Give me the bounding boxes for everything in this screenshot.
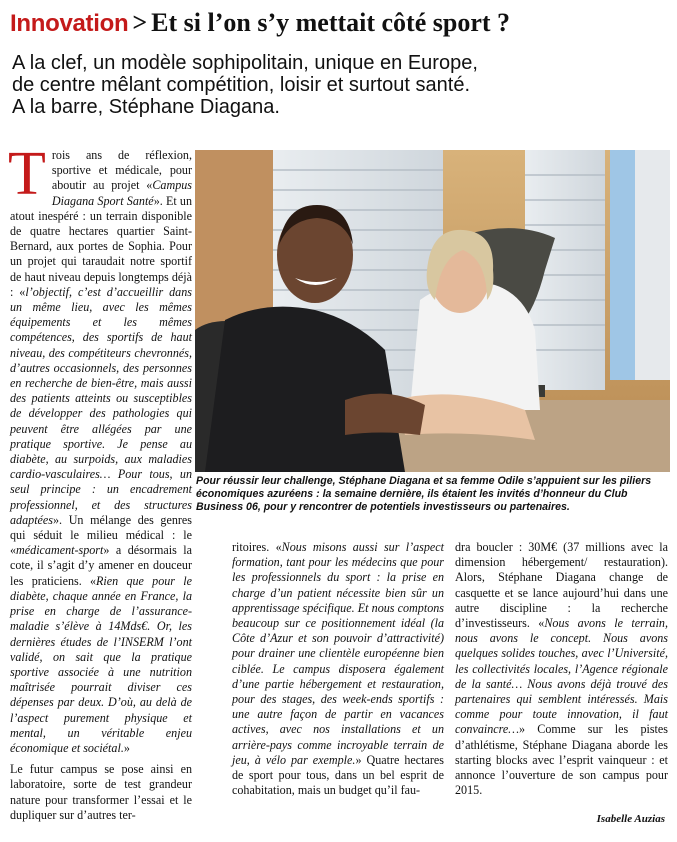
text-run: ritoires. « bbox=[232, 540, 282, 554]
text-run: » bbox=[123, 740, 130, 755]
paragraph: Le futur campus se pose ainsi en laboratoire, sorte de test grandeur nature pour transformer l’essai et le dupliquer sur d’autres ter- bbox=[10, 762, 192, 822]
quote-run: l’objectif, c’est d’accueillir dans un même lieu, avec les mêmes équipements et les mêmes compétences, des sportifs de haut niveau, des compétiteurs chevronnés, d’autres occasionnels, des personnes en recherche de bien-être, mais aussi des patients atteints ou susceptibles de développer des pathologies qui peuvent être allégées par une pratique sportive. Je pense au diabète, au surpoids, aux maladies cardio-vasculaires… Pour tous, un seul principe : un encadrement professionnel, et des structures adaptées bbox=[10, 284, 192, 527]
text-run: Campus Diagana Sport Santé bbox=[51, 178, 192, 208]
text-run: rois ans de réflexion, sportive et médicale, pour aboutir au projet « bbox=[51, 148, 192, 193]
text-run: » Quatre hectares de sport pour tous, dans un bel esprit de cohabitation, mais un budget qu’il fau- bbox=[232, 752, 444, 798]
text-run: ». Un mélange des genres qui séduit le milieu médical : le « bbox=[10, 512, 192, 558]
text-run: » Comme sur les pistes d’athlétisme, Stéphane Diagana aborde les starting blocks avec l’esprit vainqueur : et annonce l’ouverture de son campus pour 2015. bbox=[455, 722, 668, 798]
lead-line: de centre mêlant compétition, loisir et surtout santé. bbox=[12, 74, 471, 96]
lead-line: A la barre, Stéphane Diagana. bbox=[12, 96, 280, 118]
paragraph bbox=[232, 540, 444, 798]
text-run: médicament-sport bbox=[16, 543, 104, 558]
article-column-2 bbox=[232, 540, 444, 798]
article-photo bbox=[195, 150, 670, 472]
photo-caption: Pour réussir leur challenge, Stéphane Diagana et sa femme Odile s’appuient sur les piliers économiques azuréens : la semaine dernière, ils étaient les invités d’honneur du Club Business 06, pour y rencontrer de potentiels investisseurs ou partenaires. bbox=[196, 475, 652, 513]
quote-run: Rien que pour le diabète, chaque année en France, la prise en charge de l’assurance-maladie s’élève à 14Mds€. Or, les dernières études de l’INSERM l’ont validé, on sait que la pratique sportive associée à une nutrition maîtrisée pourrait diviser ces dépenses par deux. D’où, au delà de l’aspect purement physique et mental, un véritable enjeu économique et sociétal. bbox=[10, 573, 192, 755]
text-run: ». Et un atout inespéré : un terrain disponible de quatre hectares quartier Saint-Bernard, aux portes de Sophia. Pour un projet qui taraudait notre sportif de haut niveau depuis longtemps déjà : « bbox=[10, 193, 192, 299]
article-lead bbox=[12, 52, 572, 118]
lead-line: A la clef, un modèle sophipolitain, unique en Europe, bbox=[12, 52, 478, 74]
text-run: » a désormais la cote, il s’agit d’y amener en douceur les praticiens. « bbox=[10, 543, 192, 588]
section-kicker: Innovation bbox=[10, 10, 129, 37]
article-title: Et si l’on s’y mettait côté sport ? bbox=[151, 8, 511, 37]
author-signature: Isabelle Auzias bbox=[596, 813, 665, 825]
article-column-3 bbox=[455, 540, 668, 798]
paragraph bbox=[455, 540, 668, 798]
paragraph bbox=[8, 140, 192, 756]
separator: > bbox=[132, 8, 148, 37]
quote-run: Nous avons le terrain, nous avons le concept. Nous avons quelques solides touches, avec l’Université, les collectivités locales, l’Agence régionale de la santé… Nous avons déjà trouvé des partenaires qui semblent intéressés. Mais comme pour toute innovation, il faut convaincre… bbox=[455, 616, 668, 737]
photo-illustration bbox=[195, 150, 670, 472]
text-run: dra boucler : 30M€ (37 millions avec la dimension hébergement/ restauration). Alors, Stéphane Diagana change de casquette et se lance aujourd’hui dans une autre discipline : la recherche d’investisseurs. « bbox=[455, 540, 668, 631]
drop-cap: T bbox=[8, 140, 46, 208]
article-header bbox=[10, 8, 670, 40]
quote-run: Nous misons aussi sur l’aspect formation, tant pour les médecins que pour les professionnels du sport : la prise en charge d’un patient nécessite bien sûr un apprentissage spécifique. Et nous comptons beaucoup sur ce positionnement idéal (la Côte d’Azur et son pouvoir d’attractivité) pour drainer une clientèle européenne bien ciblée. Le campus disposera également d’une partie hébergement et restauration, pour des stages, des week-ends sportifs : une autre façon de partir en vacances actives, avec nos installations et un arrière-pays comme incroyable terrain de jeu, à vélo par exemple. bbox=[232, 540, 445, 767]
article-column-1 bbox=[8, 140, 192, 823]
